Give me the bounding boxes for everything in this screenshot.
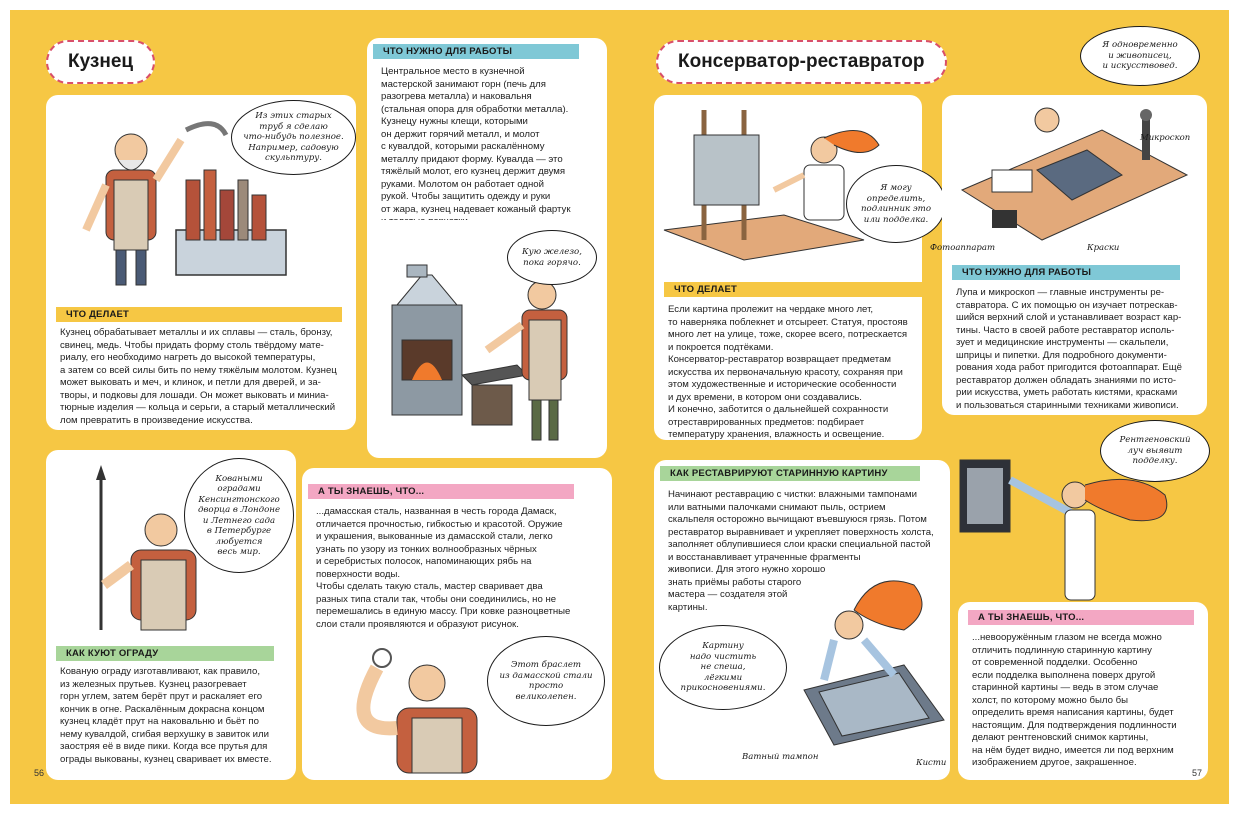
section-text: ...дамасская сталь, названная в честь города Дамаск, отличается прочностью, гибкостью и красотой. Оружие и украшения, выкованные из дамасской стали, легко узнать по узору из тонких волнообразных чёрных и серебристых полосок, напоминающих рябь на поверхности воды. Чтобы сделать такую сталь, мастер сваривает два разных типа стали так, чтобы они соединились, но не перемешались в единую массу. При ковке разноцветные слои стали проявляются и образуют рисунок.	[316, 506, 571, 630]
speech-bubble-painter-critic: Я одновременно и живописец, и искусствовед.	[1080, 26, 1200, 86]
section-label: КАК РЕСТАВРИРУЮТ СТАРИННУЮ КАРТИНУ	[660, 466, 920, 481]
speech-bubble-cleaning: Картину надо чистить не спеша, лёгкими прикосновениями.	[659, 625, 787, 710]
page-title-blacksmith: Кузнец	[46, 40, 155, 84]
section-text: Центральное место в кузнечной мастерской занимают горн (печь для разогрева металла) и наковальня (стальная опора для обработки металла). Кузнецу нужны клещи, которыми он держит горячий металл, и молот с кувалдой, которыми раскалённому металлу придают форму. Кувалда — это тяжёлый молот, его кузнец держит двумя руками. Молотом он работает одной рукой. Чтобы защитить одежду и руки от жара, кузнец надевает кожаный фартук	[381, 66, 571, 215]
card-restorer-what	[654, 95, 932, 440]
card-did-you-know-damascus	[302, 468, 612, 780]
section-label: А ТЫ ЗНАЕШЬ, ЧТО...	[308, 484, 574, 499]
speech-bubble-bracelet: Этот браслет из дамасской стали просто великолепен.	[487, 636, 605, 726]
blacksmith-with-bracelet-illustration	[322, 638, 502, 773]
card-did-you-know-forgery	[958, 602, 1208, 780]
restorer-at-easel-illustration	[664, 100, 864, 260]
card-forge-illustration	[367, 220, 607, 458]
page-title-restorer: Консерватор-реставратор	[656, 40, 947, 84]
section-label: ЧТО НУЖНО ДЛЯ РАБОТЫ	[373, 44, 579, 59]
page-number-right: 57	[1192, 768, 1203, 778]
speech-bubble-pipes: Из этих старых труб я сделаю что-нибудь полезное. Например, садовую скульптуру.	[231, 100, 356, 175]
speech-bubble-authenticity: Я могу определить, подлинник это или подделка.	[846, 165, 946, 243]
book-spread	[10, 10, 1229, 804]
section-label: КАК КУЮТ ОГРАДУ	[56, 646, 274, 661]
section-text: ...невооружённым глазом не всегда можно отличить подлинную старинную картину от современной подделки. Особенно если подделка выполнена поверх другой старинной картины — ведь в этом случае холст, по которому можно было бы определить время написания картины, будет настоящим. Для подтверждения подлинности делают рентгеновский снимок картины, на нём будет видно, имеется ли под верхним изображением другое, закрашенное.	[972, 632, 1177, 768]
restorer-cleaning-painting-illustration	[794, 570, 944, 760]
caption-camera: Фотоаппарат	[930, 243, 996, 253]
section-text: Лупа и микроскоп — главные инструменты ре- ставратора. С их помощью он изучает потрескав- шийся верхний слой и устанавливает возраст кар- тины. Часто в своей работе реставратор исполь- зует и медицинские инструменты — скальпели, шприцы и пипетки. Для подробного документи- рования хода работ пригодится фотоаппарат. Ещё реставратор должен обладать знаниями по исто- рии искусства, уметь работать кистями, красками и пользоваться старинными техниками живописи.	[956, 287, 1182, 411]
section-label: ЧТО ДЕЛАЕТ	[664, 282, 924, 297]
section-text: Кузнец обрабатывает металлы и их сплавы — сталь, бронзу, свинец, медь. Чтобы придать форму столь твёрдому мате- риалу, его необходимо нагреть до высокой температуры, а затем со всей силы бить по нему тяжёлым молотом. Кузнец может выковать и меч, и клинок, и петли для дверей, и за- творы, и подковы для лошади. Он может выковать и миниа- тюрные изделия — кольца и серьги, а старый металлический лом превратить в произведение искусства.	[60, 327, 337, 426]
card-blacksmith-what	[46, 95, 356, 430]
section-label: ЧТО НУЖНО ДЛЯ РАБОТЫ	[952, 265, 1180, 280]
speech-bubble-xray: Рентгеновский луч выявит подделку.	[1100, 420, 1210, 482]
speech-bubble-fences: Коваными оградами Кенсингтонского дворца в Лондоне и Летнего сада в Петербурге любуется весь мир.	[184, 458, 294, 573]
caption-cotton-swab: Ватный тампон	[742, 752, 819, 762]
caption-brushes: Кисти	[916, 758, 947, 768]
page-number-left: 56	[34, 768, 45, 778]
section-text: Кованую ограду изготавливают, как правило, из железных прутьев. Кузнец разогревает горн углем, затем берёт прут и раскаляет его кончик в огне. Раскалённым докрасна концом кузнец кладёт прут на наковальню и бьёт по нему кувалдой, сгибая верхушку в завиток или заостряя её в виде пики. Когда все прутья для ограды выкованы, кузнец сваривает их вместе.	[60, 666, 272, 765]
section-text: Если картина пролежит на чердаке много лет, то наверняка поблекнет и отсыреет. Статуя, простояв много лет на улице, тоже, скорее всего, потрескается и покроется подтёками. Консерватор-реставратор возвращает предметам искусства их первоначальную красоту, сохраняя при этом художественные и исторические особенности и дух времени, в котором они создавались. И конечно, заботится о дальнейшей сохранности отреставрированных предметов: подбирает температуру хранения, влажность и освещение.	[668, 304, 908, 440]
caption-microscope: Микроскоп	[1140, 133, 1191, 143]
section-text: Начинают реставрацию с чистки: влажными тампонами или ватными палочками снимают пыль, острием скальпеля осторожно вычищают въевшуюся грязь. Потом реставратор выравнивает и укрепляет поверхность холста, заполняет облупившиеся слои краски специальной пастой и восстанавливает утраченные фрагменты живописи. Для этого нужно хорошо знать приёмы работы старого мастера — создателя этой картины.	[668, 489, 934, 613]
caption-paints: Краски	[1087, 243, 1120, 253]
blacksmith-at-anvil-illustration	[377, 265, 597, 450]
card-restorer-tools	[930, 95, 1207, 415]
section-label: ЧТО ДЕЛАЕТ	[56, 307, 342, 322]
speech-bubble-forge: Кую железо, пока горячо.	[507, 230, 597, 285]
card-restoration-process	[654, 460, 950, 780]
restorer-desk-tools-illustration	[952, 100, 1197, 250]
card-fence	[46, 450, 296, 780]
section-label: А ТЫ ЗНАЕШЬ, ЧТО...	[968, 610, 1194, 625]
